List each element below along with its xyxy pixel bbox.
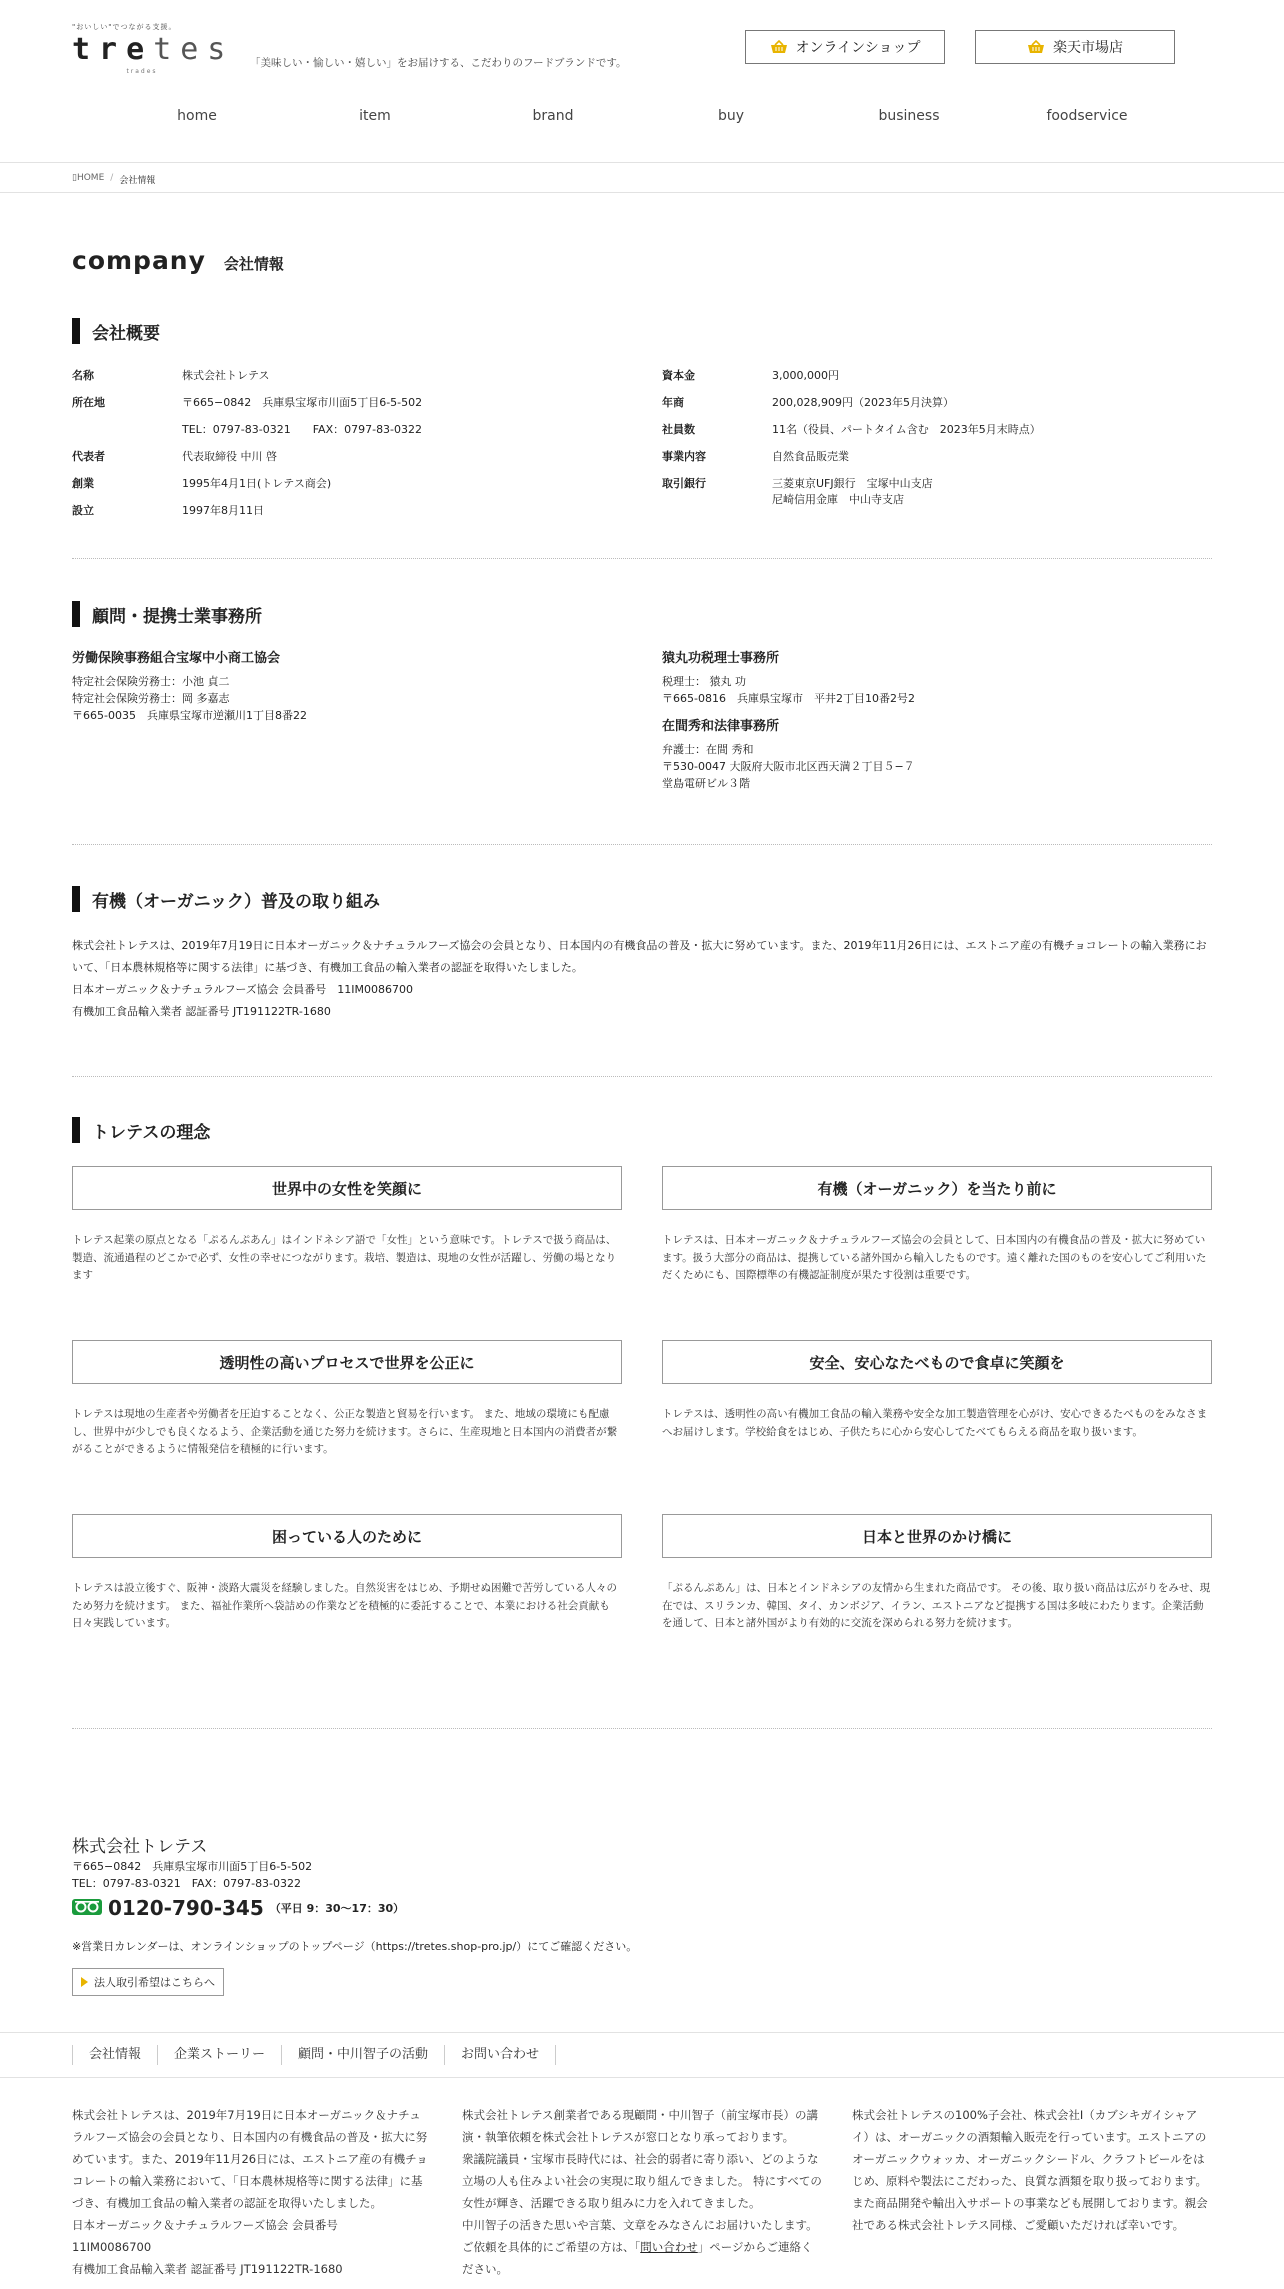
breadcrumb bbox=[72, 173, 155, 186]
section-divider bbox=[72, 1728, 1212, 1729]
logo[interactable] bbox=[72, 22, 235, 75]
footer-column-subsidiary: 株式会社トレテスの100%子会社、株式会社I（カブシキガイシャアイ）は、オーガニックの酒類輸入販売を行っています。エストニアのオーガニックウォッカ、オーガニックシードル、クラフトビールをはじめ、原料や製法にこだわった、良質な酒類を取り扱っております。また商品開発や輸出入サポートの事業なども展開しております。親会社である株式会社トレテス同様、ご愛顧いただければ幸いです。 bbox=[852, 2108, 1208, 2232]
info-row: 所在地 〒665−0842 兵庫県宝塚市川面5丁目6-5-502 bbox=[72, 396, 423, 409]
logo-tagline: "おいしい"でつながる支援。 bbox=[72, 23, 177, 31]
footer-nav-contact[interactable]: お問い合わせ bbox=[444, 2045, 556, 2065]
advisor-details: 弁護士：在間 秀和 〒530-0047 大阪府大阪市北区西天満２丁目５−７ 堂島電研ビル３階 bbox=[662, 743, 915, 790]
footer-company-name: 株式会社トレテス bbox=[72, 1837, 208, 1857]
info-row: 年商 200,028,909円（2023年5月決算） bbox=[662, 396, 954, 409]
footer-nav-bar bbox=[0, 2032, 1284, 2078]
section-divider bbox=[72, 844, 1212, 845]
nav-foodservice[interactable]: foodservice bbox=[1046, 108, 1128, 124]
info-row: 事業内容 自然食品販売業 bbox=[662, 450, 849, 463]
philosophy-text: トレテスは、日本オーガニック＆ナチュラルフーズ協会の会員として、日本国内の有機食品の普及・拡大に努めています。扱う大部分の商品は、提携している諸外国から輸入したものです。遠く離れた国のものを安心してご利用いただくためにも、国際標準の有機認証制度が果たす役割は重要です。 bbox=[662, 1234, 1207, 1281]
info-row: 資本金 3,000,000円 bbox=[662, 369, 839, 382]
overview-left bbox=[72, 368, 632, 530]
freedial-hours: （平日 9：30〜17：30） bbox=[269, 1902, 405, 1915]
rakuten-shop-label: 楽天市場店 bbox=[1053, 40, 1123, 56]
header-tagline: 「美味しい・愉しい・嬉しい」をお届けする、こだわりのフードブランドです。 bbox=[250, 57, 627, 69]
philosophy-heading: 有機（オーガニック）を当たり前に bbox=[662, 1166, 1212, 1210]
rakuten-shop-button[interactable] bbox=[975, 30, 1175, 64]
breadcrumb-separator: / bbox=[110, 173, 114, 183]
freedial-number: 0120-790-345 bbox=[108, 1896, 264, 1920]
footer-column-organic: 株式会社トレテスは、2019年7月19日に日本オーガニック＆ナチュラルフーズ協会の会員となり、日本国内の有機食品の普及・拡大に努めています。また、2019年11月26日には、エストニア産の有機チョコレートの輸入業務において、「日本農林規格等に関する法律」に基づき、有機加工食品の輸入業者の認証を取得いたしました。 日本オーガニック＆ナチュラルフーズ協会 会員番号 11IM0086700 有機加工食品輸入業者 認証番号 JT191122TR-1680 bbox=[72, 2108, 428, 2276]
philosophy-heading: 日本と世界のかけ橋に bbox=[662, 1514, 1212, 1558]
overview-right bbox=[662, 368, 1212, 519]
advisor-name: 在間秀和法律事務所 bbox=[662, 719, 780, 734]
home-icon: ▯ bbox=[72, 173, 77, 183]
heading-bar bbox=[72, 318, 80, 344]
philosophy-text: トレテスは、透明性の高い有機加工食品の輸入業務や安全な加工製造管理を心がけ、安心できるたべものをみなさまへお届けします。学校給食をはじめ、子供たちに心から安心してたべてもらえる商品を取り扱います。 bbox=[662, 1408, 1208, 1438]
nav-business[interactable]: business bbox=[878, 108, 940, 124]
philosophy-heading: 困っている人のために bbox=[72, 1514, 622, 1558]
footer-nav-story[interactable]: 企業ストーリー bbox=[157, 2045, 281, 2065]
footer-nav bbox=[72, 2045, 556, 2065]
basket-icon bbox=[1027, 40, 1045, 54]
info-row: 取引銀行 三菱東京UFJ銀行 宝塚中山支店 尼崎信用金庫 中山寺支店 bbox=[662, 477, 933, 506]
info-row: 創業 1995年4月1日(トレテス商会) bbox=[72, 477, 332, 490]
footer-column-advisor: 株式会社トレテス創業者である現顧問・中川智子（前宝塚市長）の講演・執筆依頼を株式会社トレテスが窓口となり承っております。 衆議院議員・宝塚市長時代には、社会的弱者に寄り添い、どのような立場の人も住みよい社会の実現に取り組んできました。 特にすべての女性が輝き、活躍できる取り組みに力を入れてきました。 中川智子の活きた思いや言葉、文章をみなさんにお届けいたします。 ご依頼を具体的にご希望の方は、「問い合わせ」ページからご連絡ください。 bbox=[462, 2108, 822, 2276]
advisor-name: 労働保険事務組合宝塚中小商工協会 bbox=[72, 651, 281, 666]
section-divider bbox=[72, 558, 1212, 559]
online-shop-button[interactable] bbox=[745, 30, 945, 64]
footer-address: 〒665−0842 兵庫県宝塚市川面5丁目6-5-502 bbox=[72, 1860, 313, 1873]
page-title-jp: 会社情報 bbox=[223, 255, 284, 273]
contact-link[interactable]: 問い合わせ bbox=[640, 2240, 698, 2254]
freedial-icon bbox=[72, 1899, 102, 1918]
section-title-overview: 会社概要 bbox=[72, 318, 160, 344]
philosophy-heading: 世界中の女性を笑顔に bbox=[72, 1166, 622, 1210]
info-row: 名称 株式会社トレテス bbox=[72, 369, 270, 382]
philosophy-text: トレテスは現地の生産者や労働者を圧迫することなく、公正な製造と貿易を行います。 また、地域の環境にも配慮し、世界中が少しでも良くなるよう、企業活動を通じた努力を続けます。さらに、生産現地と日本国内の消費者が繋がることができるように情報発信を積極的に行います。 bbox=[72, 1408, 618, 1455]
nav-brand[interactable]: brand bbox=[532, 108, 574, 124]
section-title-organic: 有機（オーガニック）普及の取り組み bbox=[72, 886, 380, 912]
advisor-name: 猿丸功税理士事務所 bbox=[662, 651, 780, 666]
section-divider bbox=[72, 1076, 1212, 1077]
online-shop-label: オンラインショップ bbox=[795, 40, 921, 56]
heading-bar bbox=[72, 1117, 80, 1143]
info-row: 社員数 11名（役員、パートタイム含む 2023年5月末時点） bbox=[662, 423, 1041, 436]
info-row: 代表者 代表取締役 中川 啓 bbox=[72, 450, 277, 463]
main-nav bbox=[72, 108, 1212, 124]
page-title bbox=[72, 246, 284, 275]
philosophy-heading: 安全、安心なたべもので食卓に笑顔を bbox=[662, 1340, 1212, 1384]
organic-text: 株式会社トレテスは、2019年7月19日に日本オーガニック＆ナチュラルフーズ協会の会員となり、日本国内の有機食品の普及・拡大に努めています。また、2019年11月26日には、エストニア産の有機チョコレートの輸入業務において、「日本農林規格等に関する法律」に基づき、有機加工食品の輸入業者の認証を取得いたしました。 日本オーガニック＆ナチュラルフーズ協会 会員番号 11IM0086700 有機加工食品輸入業者 認証番号 JT191122TR-1680 bbox=[72, 939, 1207, 1018]
advisor-office bbox=[662, 718, 1212, 792]
philosophy-text: トレテスは設立後すぐ、阪神・淡路大震災を経験しました。自然災害をはじめ、予期せぬ困難で苦労している人々のため努力を続けます。 また、福祉作業所へ袋詰めの作業などを積極的に委託することで、本業における社会貢献も日々実践しています。 bbox=[72, 1582, 617, 1629]
heading-bar bbox=[72, 886, 80, 912]
corporate-inquiry-button[interactable]: 法人取引希望はこちらへ bbox=[72, 1968, 224, 1996]
info-row: TEL：0797-83-0321 FAX：0797-83-0322 bbox=[182, 423, 423, 436]
logo-subtext: trades bbox=[126, 68, 158, 75]
footer-nav-advisor[interactable]: 顧問・中川智子の活動 bbox=[281, 2045, 444, 2065]
calendar-note: ※営業日カレンダーは、オンラインショップのトップページ（https://tretes.shop-pro.jp/）にてご確認ください。 bbox=[72, 1940, 638, 1953]
nav-buy[interactable]: buy bbox=[717, 108, 745, 124]
breadcrumb-home[interactable]: ▯HOME bbox=[72, 173, 105, 183]
philosophy-text: 「ぷるんぷあん」は、日本とインドネシアの友情から生まれた商品です。 その後、取り扱い商品は広がりをみせ、現在では、スリランカ、韓国、タイ、カンボジア、イラン、エストニアなど提携する国は多岐にわたります。企業活動を通して、日本と諸外国がより有効的に交流を深められる努力を続けます。 bbox=[662, 1582, 1211, 1629]
section-title-advisors: 顧問・提携士業事務所 bbox=[72, 601, 262, 627]
footer-tel: TEL：0797-83-0321 FAX：0797-83-0322 bbox=[72, 1877, 302, 1890]
arrow-right-icon bbox=[81, 1977, 88, 1987]
advisor-details: 税理士： 猿丸 功 〒665-0816 兵庫県宝塚市 平井2丁目10番2号2 bbox=[662, 675, 915, 705]
philosophy-text: トレテス起業の原点となる「ぷるんぷあん」はインドネシア語で「女性」という意味です。トレテスで扱う商品は、製造、流通過程のどこかで必ず、女性の幸せにつながります。栽培、製造は、現地の女性が活躍し、労働の場となります bbox=[72, 1234, 617, 1281]
nav-home[interactable]: home bbox=[177, 108, 217, 124]
advisor-office bbox=[662, 650, 1212, 707]
page-title-en: company bbox=[72, 246, 206, 275]
info-row: 設立 1997年8月11日 bbox=[72, 504, 264, 517]
freedial[interactable] bbox=[72, 1896, 404, 1920]
advisor-office bbox=[72, 650, 632, 724]
heading-bar bbox=[72, 601, 80, 627]
footer-nav-company[interactable]: 会社情報 bbox=[72, 2045, 157, 2065]
breadcrumb-bar bbox=[0, 163, 1284, 193]
basket-icon bbox=[770, 40, 788, 54]
footer-company-info bbox=[72, 1836, 404, 1920]
logo-wordmark: tretes bbox=[72, 32, 235, 67]
nav-item[interactable]: item bbox=[359, 108, 391, 124]
section-title-philosophy: トレテスの理念 bbox=[72, 1117, 210, 1143]
philosophy-heading: 透明性の高いプロセスで世界を公正に bbox=[72, 1340, 622, 1384]
breadcrumb-current: 会社情報 bbox=[119, 176, 156, 186]
advisor-details: 特定社会保険労務士：小池 貞二 特定社会保険労務士：岡 多嘉志 〒665-0035 兵庫県宝塚市逆瀬川1丁目8番22 bbox=[72, 675, 307, 722]
